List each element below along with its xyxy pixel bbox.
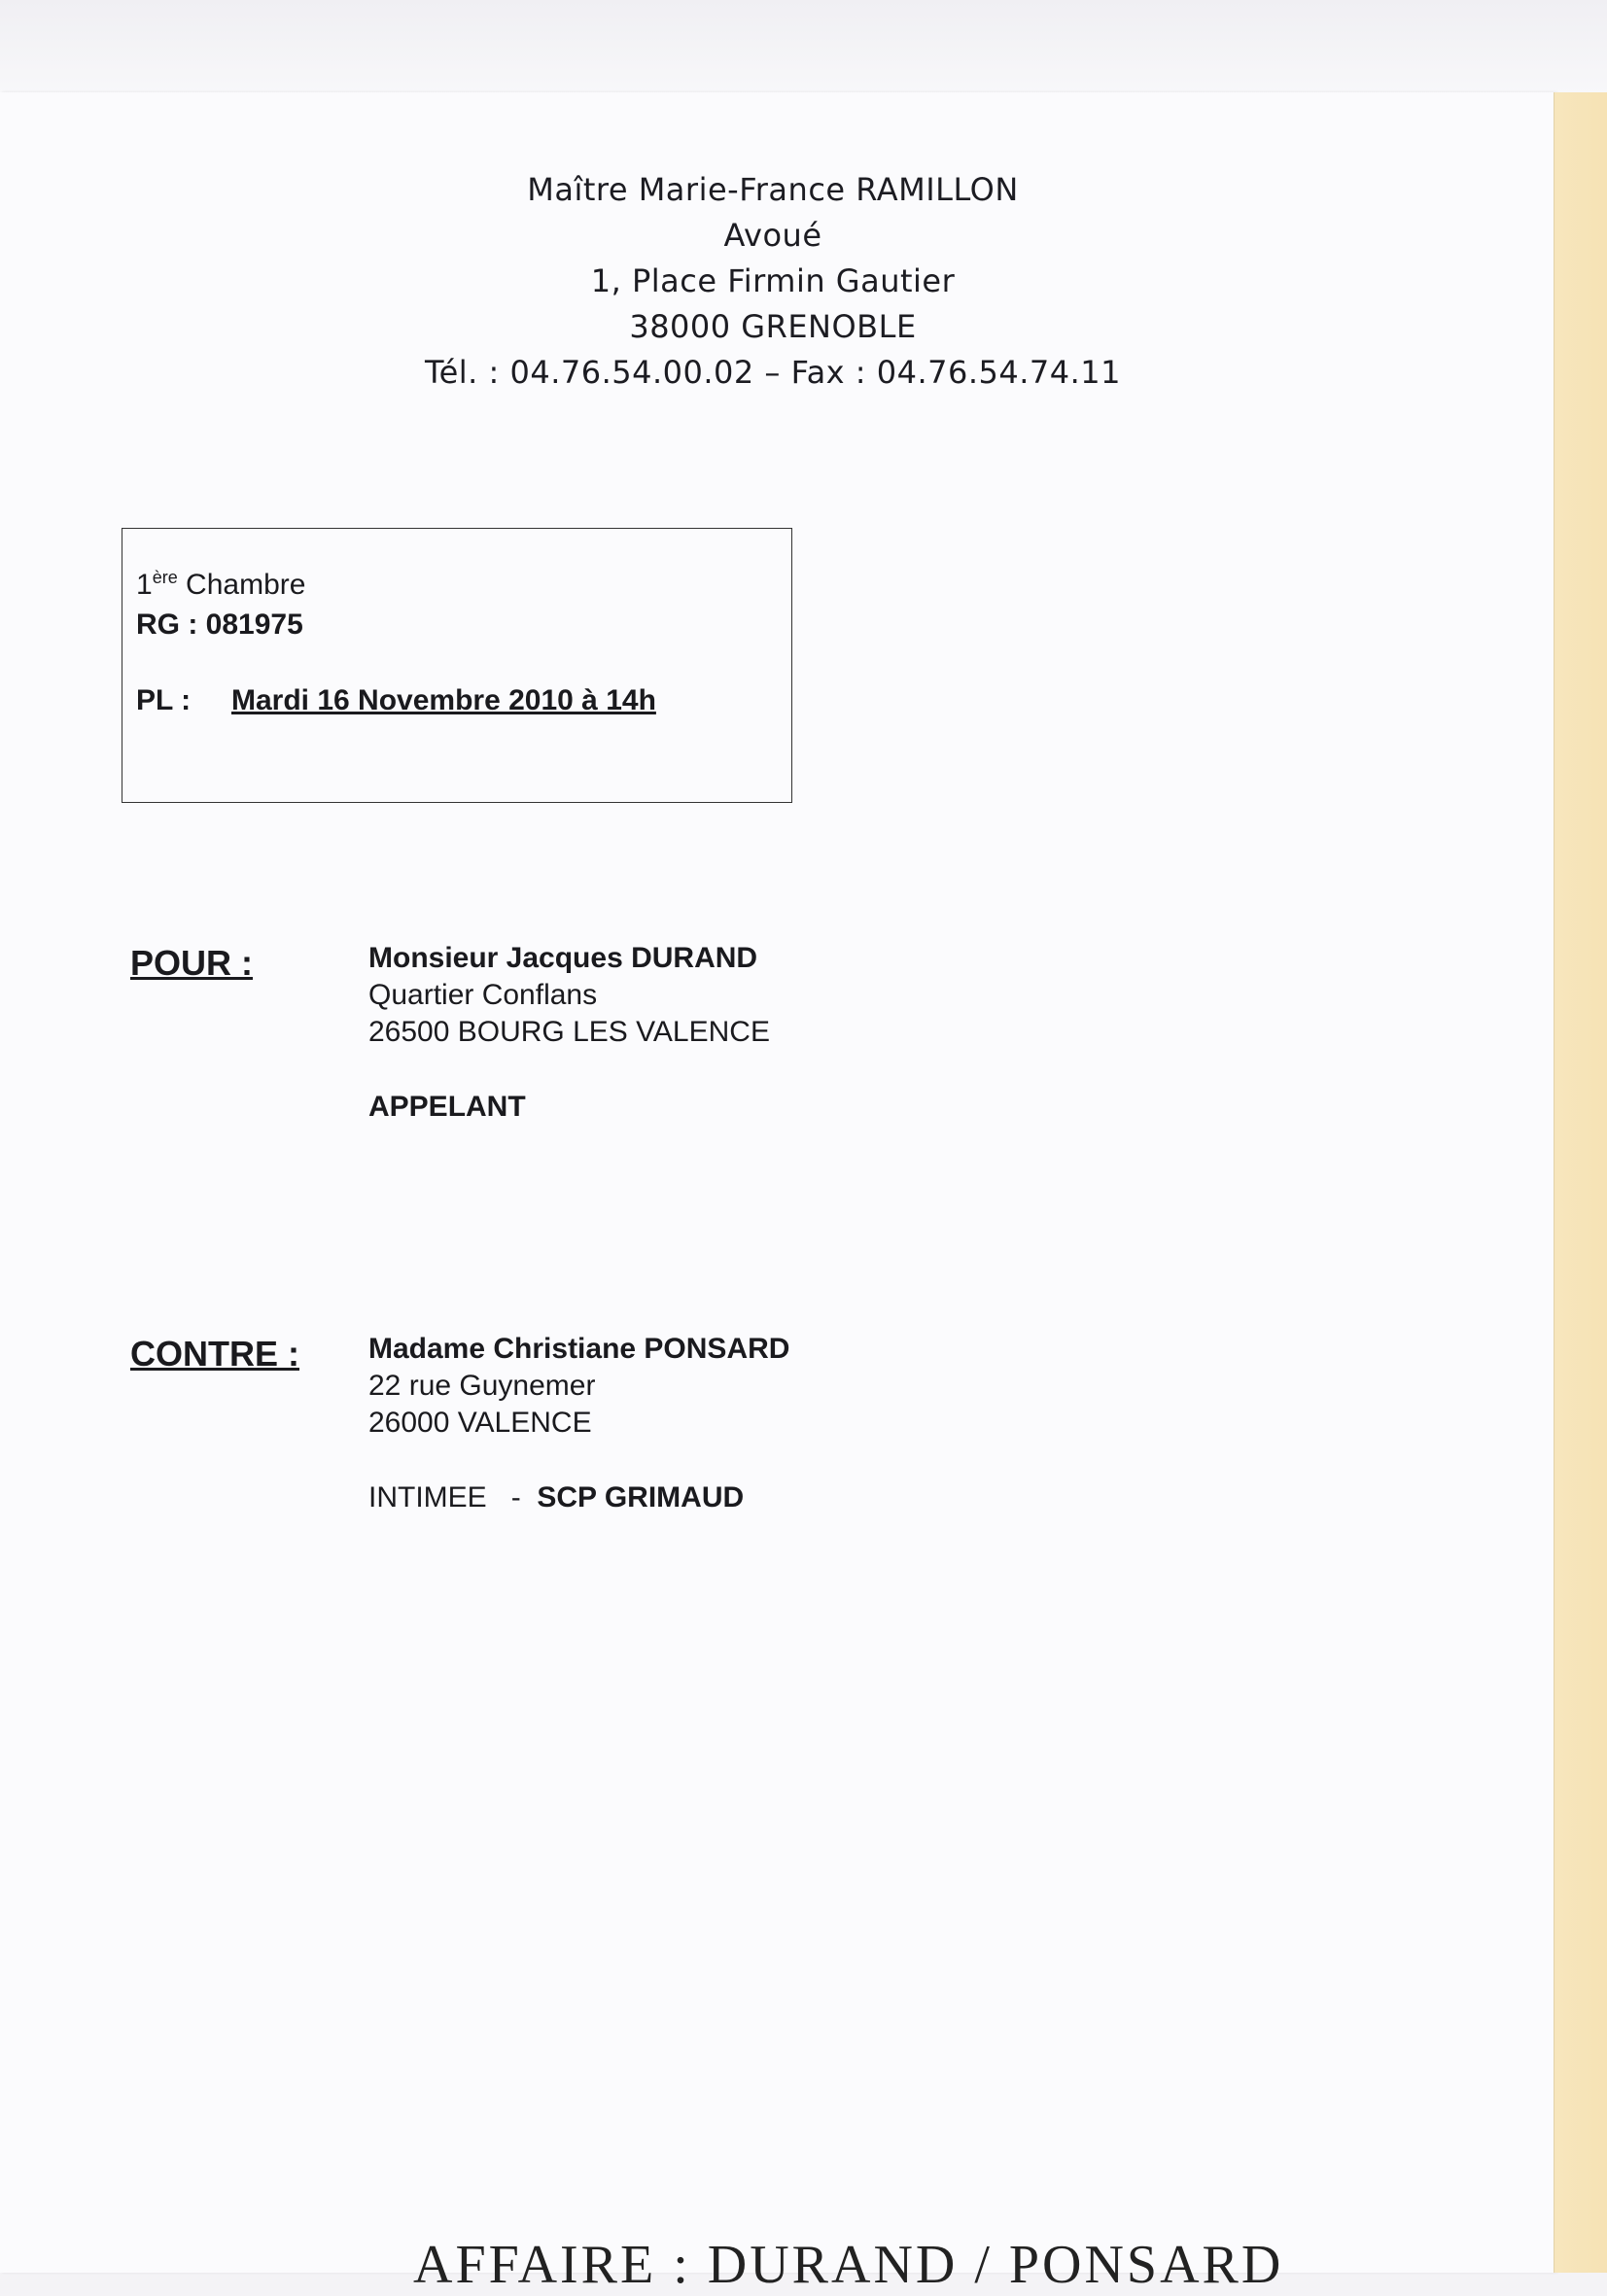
attorney-contact: Tél. : 04.76.54.00.02 – Fax : 04.76.54.74.11	[424, 354, 1122, 391]
contre-label: CONTRE :	[130, 1334, 299, 1374]
attorney-name: Maître Marie-France RAMILLON	[527, 171, 1019, 208]
appellant-address-line1: Quartier Conflans	[368, 979, 598, 1011]
appellant-role: APPELANT	[368, 1091, 526, 1123]
respondent-role: INTIMEE	[368, 1481, 487, 1513]
appellant-name: Monsieur Jacques DURAND	[368, 942, 758, 974]
pour-party-block	[368, 940, 770, 1126]
scan-background-strip	[0, 0, 1607, 97]
attorney-street: 1, Place Firmin Gautier	[590, 262, 956, 299]
document-page	[0, 92, 1555, 2273]
contre-party-block	[368, 1331, 789, 1516]
underlying-page-edge	[1554, 92, 1607, 2273]
respondent-role-line	[368, 1479, 789, 1516]
respondent-address-line1: 22 rue Guynemer	[368, 1370, 596, 1402]
chambre-number: 1	[136, 569, 153, 601]
chambre-label: Chambre	[177, 569, 306, 601]
attorney-city: 38000 GRENOBLE	[629, 308, 917, 345]
respondent-counsel: SCP GRIMAUD	[537, 1481, 745, 1513]
chambre-ordinal: ère	[152, 568, 178, 587]
role-separator: -	[510, 1481, 521, 1513]
affaire-title: AFFAIRE : DURAND / PONSARD	[413, 2235, 1284, 2295]
respondent-name: Madame Christiane PONSARD	[368, 1333, 790, 1365]
pl-label: PL :	[136, 684, 192, 716]
pour-label: POUR :	[130, 943, 253, 983]
hearing-date: Mardi 16 Novembre 2010 à 14h	[231, 684, 656, 716]
case-reference-box	[122, 528, 792, 803]
rg-number: RG : 081975	[136, 609, 303, 641]
attorney-title: Avoué	[723, 217, 822, 254]
appellant-address-line2: 26500 BOURG LES VALENCE	[368, 1016, 770, 1048]
chambre-line	[136, 568, 305, 602]
respondent-address-line2: 26000 VALENCE	[368, 1407, 592, 1439]
letterhead	[369, 167, 1176, 396]
